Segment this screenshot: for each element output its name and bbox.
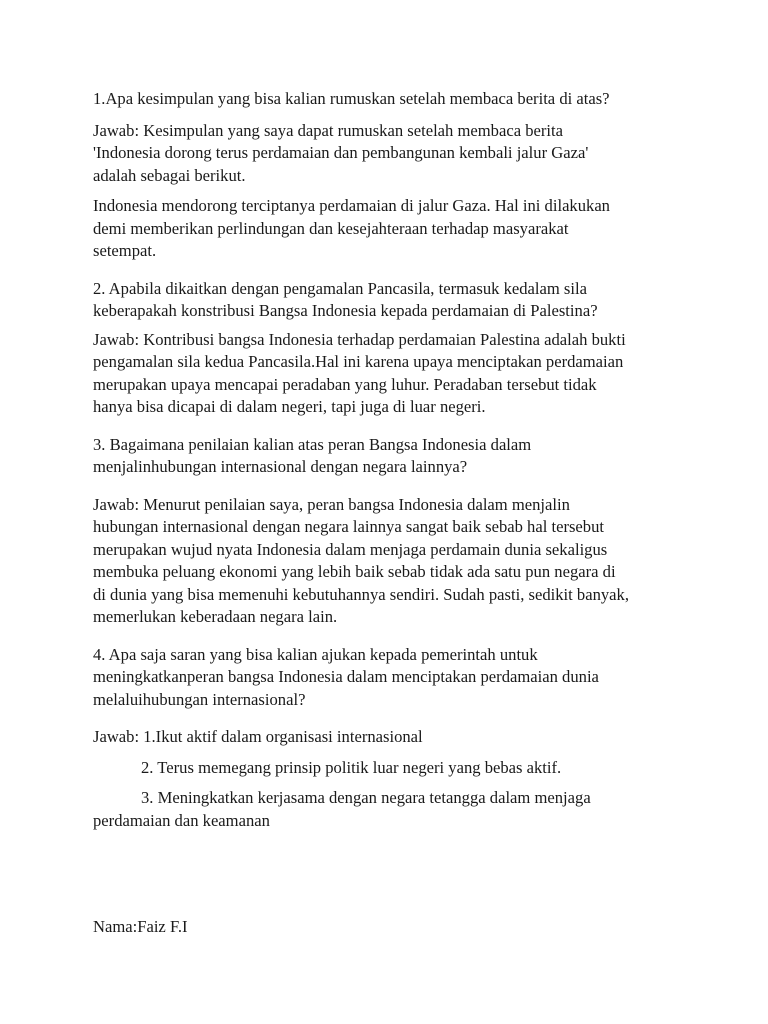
answer-4-item-2: 2. Terus memegang prinsip politik luar negeri yang bebas aktif.	[141, 757, 562, 777]
author-name: Nama:Faiz F.I	[93, 917, 188, 936]
answer-1-part-2: Indonesia mendorong terciptanya perdamaian di jalur Gaza. Hal ini dilakukan demi memberikan perlindungan dan kesejahteraan terhadap masyarakat setempat.	[93, 196, 610, 260]
question-2: 2. Apabila dikaitkan dengan pengamalan Pancasila, termasuk kedalam sila keberapakah konstribusi Bangsa Indonesia kepada perdamaian di Palestina?	[93, 278, 598, 320]
answer-1-part-1: Jawab: Kesimpulan yang saya dapat rumuskan setelah membaca berita 'Indonesia dorong terus perdamaian dan pembangunan kembali jalur Gaza' adalah sebagai berikut.	[93, 120, 589, 185]
answer-4-item-3: 3. Meningkatkan kerjasama dengan negara tetangga dalam menjaga perdamaian dan keamanan	[93, 788, 591, 830]
question-1: 1.Apa kesimpulan yang bisa kalian rumuskan setelah membaca berita di atas?	[93, 89, 610, 108]
answer-4-item-1: Jawab: 1.Ikut aktif dalam organisasi internasional	[93, 727, 423, 746]
answer-3: Jawab: Menurut penilaian saya, peran bangsa Indonesia dalam menjalin hubungan internasional dengan negara lainnya sangat baik sebab hal tersebut merupakan wujud nyata Indonesia dalam menjaga perdamain dunia sekaligus membuka peluang ekonomi yang lebih baik sebab tidak ada satu pun negara di di dunia yang bisa memenuhi kebutuhannya sendiri. Sudah pasti, sedikit banyak, memerlukan keberadaan negara lain.	[93, 494, 629, 626]
question-3: 3. Bagaimana penilaian kalian atas peran Bangsa Indonesia dalam menjalinhubungan internasional dengan negara lainnya?	[93, 434, 532, 476]
document-page	[93, 88, 693, 939]
question-4: 4. Apa saja saran yang bisa kalian ajukan kepada pemerintah untuk meningkatkanperan bangsa Indonesia dalam menciptakan perdamaian dunia melaluihubungan internasional?	[93, 644, 599, 709]
answer-2: Jawab: Kontribusi bangsa Indonesia terhadap perdamaian Palestina adalah bukti pengamalan sila kedua Pancasila.Hal ini karena upaya menciptakan perdamaian merupakan upaya mencapai peradaban yang luhur. Peradaban tersebut tidak hanya bisa dicapai di dalam negeri, tapi juga di luar negeri.	[93, 329, 626, 416]
